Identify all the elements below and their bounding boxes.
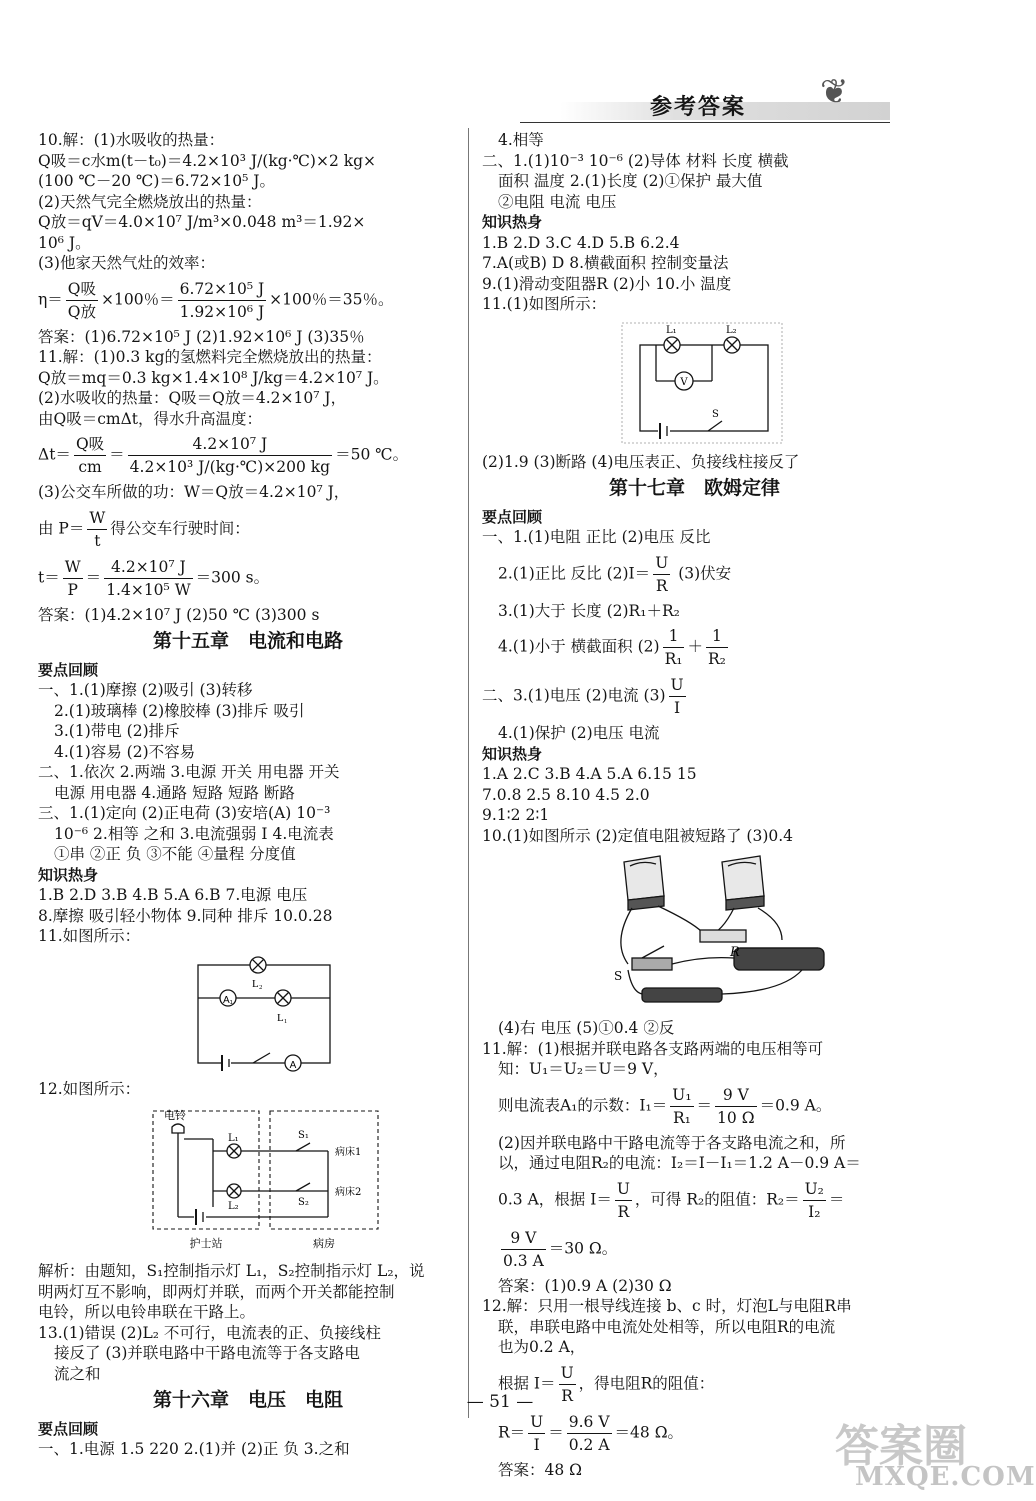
numerator: U₂ [803,1178,826,1201]
denominator: 1.92×10⁶ J [179,302,265,321]
numerator: 9 V [715,1084,757,1107]
chapter-17-title: 第十七章 欧姆定律 [608,477,780,499]
switch-s1-label: S₁ [298,1130,309,1141]
q12-line: 12.如图所示： [38,1079,141,1098]
denominator: Q放 [67,302,97,321]
denominator: cm [78,458,102,476]
review-line: 一、1.(1)电阻 正比 (2)电压 反比 [482,528,711,546]
formula-text: 则电流表A₁的示数：I₁＝ [498,1096,668,1114]
denominator: R₁ [672,1108,691,1127]
review-line [482,625,907,670]
lamp-l2-label: L₂ [228,1201,239,1212]
denominator: R₂ [707,650,726,668]
formula-text: ＝ [696,1096,713,1114]
denominator: R₁ [664,650,683,668]
fraction [87,507,107,552]
header-title: 参考答案 [650,94,747,120]
formula-text: t＝ [38,568,60,586]
review-line: ①串 ②正 负 ③不能 ④量程 分度值 [54,845,296,863]
review-line [482,552,907,597]
denominator: I₂ [808,1202,821,1221]
formula-text: 由 P＝ [38,519,85,537]
q10-line: (2)天然气完全燃烧放出的热量： [38,192,262,211]
formula-text: ＝48 Ω。 [614,1423,684,1441]
formula-text: 4.(1)小于 横截面积 (2) [498,637,660,656]
formula-text: ，可得 R₂的阻值：R₂＝ [634,1190,800,1208]
numerator: U [615,1178,632,1201]
answer-line: (2)1.9 (3)断路 (4)电压表正、负接线柱接反了 [482,452,800,471]
fraction [528,1411,545,1456]
fraction [663,625,685,670]
fraction [501,1227,546,1272]
review-line: 10⁻⁶ 2.相等 之和 3.电流强弱 I 4.电流表 [54,824,334,843]
q11-line: 11.解：(1)0.3 kg的氢燃料完全燃烧放出的热量： [38,348,382,366]
formula-text: 得公交车行驶时间： [110,519,250,537]
warmup-line: 9.1∶2 2∶1 [482,806,550,824]
denominator: t [94,531,101,550]
page-header [520,72,890,122]
formula-text: ，得电阻R的阻值： [578,1374,715,1392]
header-rule [520,122,890,123]
fraction [669,674,686,719]
page-number: — 51 — [466,1392,534,1412]
lamp-l2-label: L₂ [252,977,263,990]
warmup-line: 7.A(或B) D 8.横截面积 控制变量法 [482,254,729,272]
formula-text: Δt＝ [38,445,71,464]
review-line: 一、1.(1)摩擦 (2)吸引 (3)转移 [38,681,253,699]
review-line: 电源 用电器 4.通路 短路 短路 断路 [54,783,295,802]
fraction [567,1411,612,1456]
fraction [63,556,83,601]
fraction [74,433,106,478]
numerator: 4.2×10⁷ J [128,433,332,456]
review-line: 二、1.依次 2.两端 3.电源 开关 用电器 开关 [38,763,340,781]
formula-text: ×100％＝ [101,290,175,308]
switch-s-label: S [614,969,623,983]
q13-line: 13.(1)错误 (2)L₂ 不可行，电流表的正、负接线柱 [38,1323,381,1342]
numerator: Q吸 [74,433,106,456]
formula-text: 二、3.(1)电压 (2)电流 (3) [482,686,666,705]
power-formula [38,507,458,552]
denominator: 10 Ω [717,1108,755,1127]
fraction [670,1084,693,1129]
q10-line: 10⁶ J。 [38,233,91,252]
section-review: 要点回顾 [482,507,543,526]
numerator: U [559,1362,576,1385]
formula-text: ＝50 ℃。 [335,445,409,464]
section-warmup: 知识热身 [482,744,543,763]
review-line: 3.(1)带电 (2)排斥 [54,722,180,740]
formula-text: ＝30 Ω。 [548,1239,618,1257]
denominator: R [617,1202,630,1221]
bed1-label: 病床1 [335,1147,362,1158]
fraction [653,552,670,597]
experiment-apparatus-figure [482,852,907,1012]
denominator: 1.4×10⁵ W [106,580,191,599]
numerator: 1 [706,625,728,648]
bed2-label: 病床2 [335,1187,362,1198]
formula-text: 2.(1)正比 反比 (2)I＝ [498,564,651,582]
numerator: U [528,1411,545,1434]
q12-answer: 答案：48 Ω [498,1460,583,1479]
resistance-result [482,1227,907,1272]
numerator: U [653,552,670,575]
warmup-line: 1.B 2.D 3.C 4.D 5.B 6.2.4 [482,233,680,252]
formula-text: ×100％＝35％。 [269,290,394,308]
watermark-text: 答案圈 [835,1421,967,1472]
numerator: Q吸 [66,278,98,301]
numerator: 9 V [501,1227,546,1250]
formula-text: η＝ [38,290,63,308]
ammeter-a-label: A [289,1059,297,1071]
denominator: 4.2×10³ J/(kg·℃)×200 kg [129,458,331,476]
formula-text: ＝300 s。 [195,568,270,586]
current-formula [482,1084,907,1129]
apparatus-svg [482,852,902,1012]
circuit-svg [38,953,458,1073]
switch-s-label: S [712,408,719,420]
circuit-svg [38,1105,458,1255]
review-line: 4.相等 [498,131,544,149]
bell-label: 电铃 [164,1109,186,1122]
q10-line: Q吸＝c水m(t－t₀)＝4.2×10³ J/(kg·℃)×2 kg× [38,151,377,170]
formula-text: ＝ [85,568,102,586]
circuit-diagram-12 [38,1105,458,1255]
numerator: U₁ [670,1084,693,1107]
q11-line: 由Q吸＝cmΔt，得水升高温度： [38,409,263,428]
q11-line: (3)公交车所做的功：W＝Q放＝4.2×10⁷ J， [38,483,350,501]
resistance-formula [482,1178,907,1223]
q10-answer: 答案：(1)6.72×10⁵ J (2)1.92×10⁶ J (3)35％ [38,327,365,346]
q12-line: 12.解：只用一根导线连接 b、c 时，灯泡L与电阻R串 [482,1297,852,1315]
review-line: 2.(1)玻璃棒 (2)橡胶棒 (3)排斥 吸引 [54,701,305,720]
fraction [615,1178,632,1223]
q13-line: 接反了 (3)并联电路中干路电流等于各支路电 [54,1344,360,1362]
formula-text: 0.3 A，根据 I＝ [498,1190,612,1208]
lamp-l1-label: L₁ [228,1133,239,1144]
circuit-svg [482,321,902,446]
denominator: R [561,1386,573,1405]
formula-text: ＝0.9 A。 [759,1096,832,1114]
section-warmup: 知识热身 [482,213,543,231]
column-divider [468,128,469,1418]
numerator: W [87,507,107,530]
fraction [128,433,332,478]
ammeter-a1-label: A₁ [222,994,234,1006]
formula-text: ＝ [109,445,125,464]
q11-line: 知：U₁＝U₂＝U＝9 V， [498,1060,669,1078]
numerator: 4.2×10⁷ J [104,556,192,579]
q11-line: 11.解：(1)根据并联电路各支路两端的电压相等可 [482,1039,824,1058]
left-column [38,130,458,1460]
efficiency-formula [38,278,458,323]
circuit-diagram-r11 [482,321,907,446]
q10-line: Q放＝qV＝4.0×10⁷ J/m³×0.048 m³＝1.92× [38,213,366,231]
chapter-15-title: 第十五章 电流和电路 [152,630,343,652]
nurse-station-label: 护士站 [189,1237,223,1250]
chapter-16-title: 第十六章 电压 电阻 [152,1389,343,1411]
formula-text: (3)伏安 [673,564,732,582]
lamp-l2-label: L₂ [726,324,737,336]
denominator: I [673,699,681,717]
fraction [178,278,267,323]
warmup-line: 7.0.8 2.5 8.10 4.5 2.0 [482,785,650,804]
warmup-line: 10.(1)如图所示 (2)定值电阻被短路了 (3)0.4 [482,826,794,845]
q11-line: (2)因并联电路中干路电流等于各支路电流之和，所 [498,1133,846,1152]
formula-text: 根据 I＝ [498,1374,556,1392]
q11-line: Q放＝mq＝0.3 kg×1.4×10⁸ J/kg＝4.2×10⁷ J。 [38,368,389,387]
numerator: U [669,674,686,697]
review-line: 一、1.电源 1.5 220 2.(1)并 (2)正 负 3.之和 [38,1440,350,1458]
time-formula [38,556,458,601]
circuit-diagram-11 [38,953,458,1073]
formula-text: R＝ [498,1423,526,1441]
ward-label: 病房 [313,1237,335,1250]
numerator: 9.6 V [567,1411,612,1434]
formula-text: ＋ [687,637,703,656]
analysis-line: 电铃，所以电铃串联在干路上。 [38,1303,256,1321]
denominator: 0.3 A [503,1251,544,1270]
warmup-line: 11.如图所示： [38,927,141,945]
review-line: ②电阻 电流 电压 [498,192,617,211]
analysis-line: 解析：由题知，S₁控制指示灯 L₁，S₂控制指示灯 L₂，说 [38,1262,425,1280]
review-line: 4.(1)容易 (2)不容易 [54,742,196,761]
lamp-l1-label: L₁ [666,324,677,336]
warmup-line: 1.A 2.C 3.B 4.A 5.A 6.15 15 [482,765,697,783]
review-line: 3.(1)大于 长度 (2)R₁＋R₂ [498,601,680,620]
section-warmup: 知识热身 [38,865,99,884]
q11-line: (2)水吸收的热量：Q吸＝Q放＝4.2×10⁷ J， [38,389,347,407]
lamp-l1-label: L₁ [277,1011,288,1024]
q13-line: 流之和 [54,1364,101,1383]
q10-line: (3)他家天然气灶的效率： [38,254,215,272]
review-line: 二、1.(1)10⁻³ 10⁻⁶ (2)导体 材料 长度 横截 [482,151,789,170]
formula-text: ＝ [828,1190,845,1208]
section-review: 要点回顾 [38,1419,99,1438]
leaf-icon: ❦ [820,72,849,112]
fraction [715,1084,757,1129]
fraction [803,1178,826,1223]
fraction [706,625,728,670]
denominator: 0.2 A [568,1435,610,1454]
q11-answer: 答案：(1)0.9 A (2)30 Ω [498,1276,672,1295]
right-column [482,130,907,1480]
fraction [66,278,98,323]
formula-text: ＝ [548,1423,564,1441]
warmup-line: 9.(1)滑动变阻器R (2)小 10.小 温度 [482,274,732,293]
warmup-line: 11.(1)如图所示： [482,295,607,313]
switch-s2-label: S₂ [298,1197,309,1208]
review-line: 面积 温度 2.(1)长度 (2)①保护 最大值 [498,172,763,190]
denominator: R [655,576,668,595]
watermark-url: MXQE.COM [855,1462,1036,1492]
warmup-line: 8.摩擦 吸引轻小物体 9.同种 排斥 10.0.28 [38,906,333,925]
section-review: 要点回顾 [38,660,99,679]
review-line: 三、1.(1)定向 (2)正电荷 (3)安培(A) 10⁻³ [38,804,331,822]
q12-line: 联，串联电路中电流处处相等，所以电阻R的电流 [498,1317,836,1336]
review-line: 4.(1)保护 (2)电压 电流 [498,724,660,742]
numerator: 6.72×10⁵ J [178,278,267,301]
denominator: I [533,1435,540,1454]
watermark [835,1410,1036,1495]
fraction [104,556,192,601]
q10-line: 10.解：(1)水吸收的热量： [38,131,225,149]
answer-line: (4)右 电压 (5)①0.4 ②反 [498,1019,675,1037]
q12-line: 也为0.2 A， [498,1338,586,1356]
review-line [482,674,907,719]
q11-answer: 答案：(1)4.2×10⁷ J (2)50 ℃ (3)300 s [38,605,320,624]
voltmeter-label: V [680,376,688,388]
warmup-line: 1.B 2.D 3.B 4.B 5.A 6.B 7.电源 电压 [38,886,308,904]
temperature-formula [38,433,458,478]
q11-line: 以，通过电阻R₂的电流：I₂＝I－I₁＝1.2 A－0.9 A＝ [498,1154,861,1172]
analysis-line: 明两灯互不影响，即两灯并联，而两个开关都能控制 [38,1282,395,1301]
denominator: P [67,580,78,599]
resistor-r-label: R [730,945,740,960]
q10-line: (100 ℃－20 ℃)＝6.72×10⁵ J。 [38,172,276,190]
numerator: W [63,556,83,579]
numerator: 1 [663,625,685,648]
